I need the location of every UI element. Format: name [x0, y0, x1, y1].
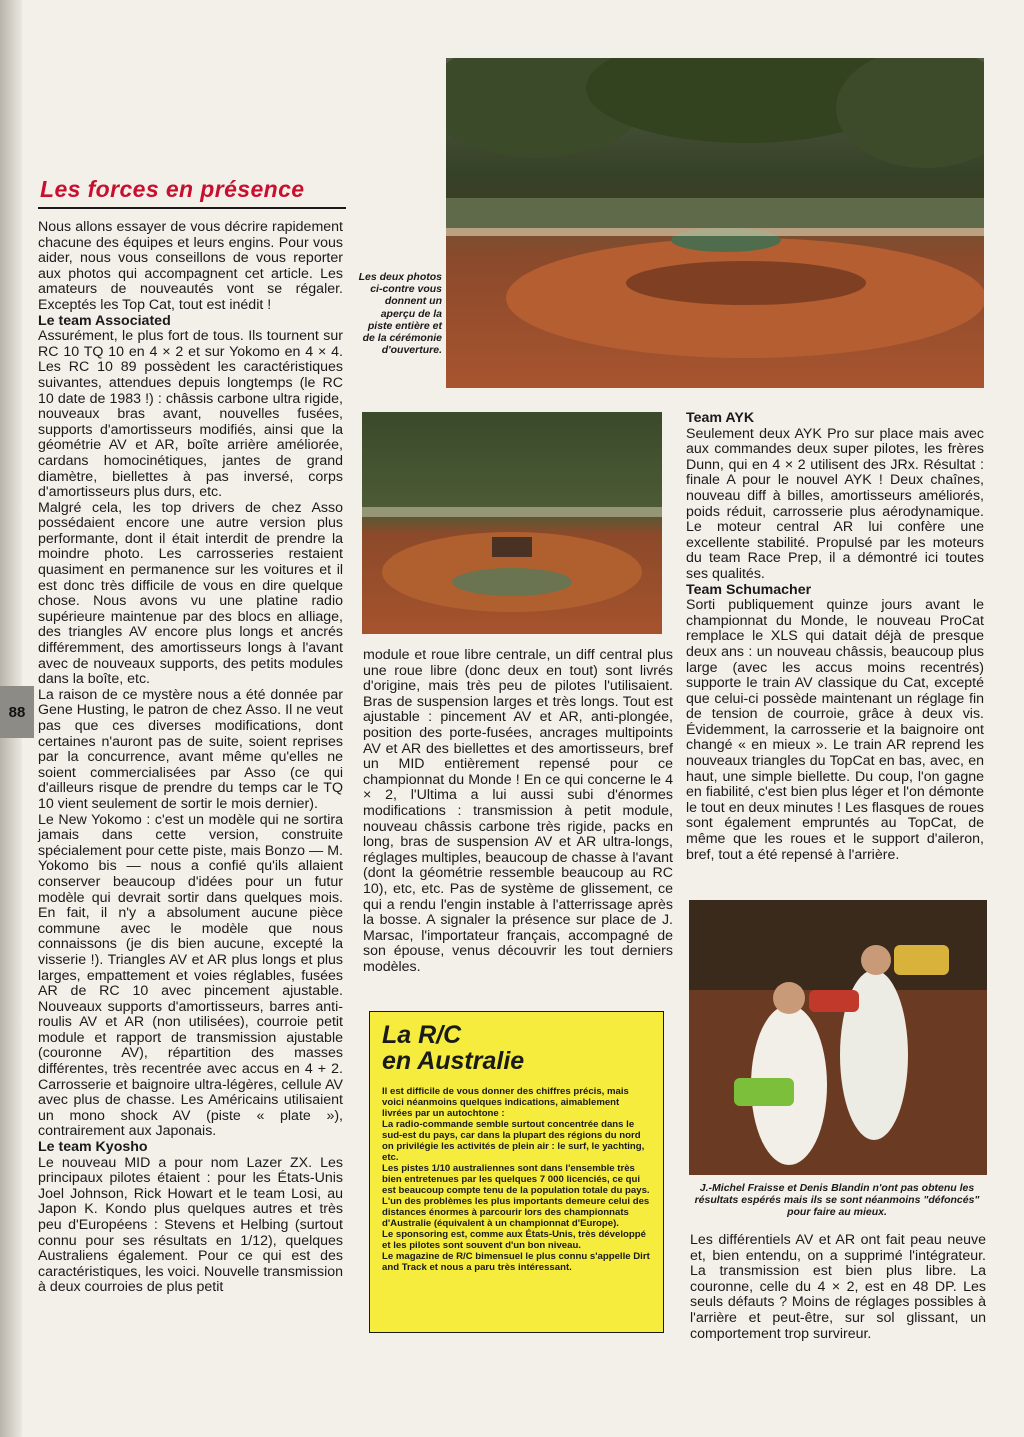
sidebar-title: [382, 1022, 651, 1074]
top-photos-caption: Les deux photos ci-contre vous donnent un aperçu de la piste entière et de la cérémonie d'ouverture.: [358, 271, 442, 357]
associated-paragraph-3: La raison de ce mystère nous a été donnée par Gene Husting, le patron de chez Asso. Il ne veut pas que ces diverses modifications, dont certaines n'auront pas de suite, soient reprises par la concurrence, avant même qu'elles ne soient commercialisées par Asso (ce qui d'ailleurs risque de prendre du temps car le TQ 10 vient seulement de sortir le mois dernier).: [38, 686, 343, 812]
sidebar-paragraph-2: La radio-commande semble surtout concentrée dans le sud-est du pays, car dans la plupart des régions du nord on privilégie les activités de plein air : le surf, le yachting, etc.: [382, 1119, 645, 1163]
kyosho-paragraph-2: module et roue libre centrale, un diff central plus une roue libre (donc deux en tout) sont livrés d'origine, mais très peu de pilotes l'utilisaient. Bras de suspension larges et très longs. Tout est ajustable : pincement AV et AR, anti-plongée, position des porte-fusées, ancrages multipoints AV et AR des biellettes et des amortisseurs, bref un MID entièrement repensé pour ce championnat du Monde ! En ce qui concerne le 4 × 2, l'Ultima a lui aussi subi d'énormes modifications : transmission à petit module, nouveau châssis carbone très rigide, packs en long, bras de suspension AV et AR ultra-longs, réglages multiples, beaucoup de chasse à l'avant (dont la géométrie ressemble beaucoup au RC 10), etc, etc. Pas de système de glissement, ce qui a rendu l'engin instable à l'atterrissage après la bosse. A signaler la présence sur place de J. Marsac, l'importateur français, accompagné de son épouse, venus découvrir les tout derniers modèles.: [363, 647, 673, 975]
sidebar-paragraph-6: Le magazine de R/C bimensuel le plus connu s'appelle Dirt and Track et nous a paru très intéressant.: [382, 1251, 650, 1273]
heading-associated: Le team Associated: [38, 312, 171, 329]
column-3: [686, 411, 984, 863]
heading-ayk: Team AYK: [686, 410, 755, 426]
sidebar-paragraph-5: Le sponsoring est, comme aux États-Unis, très développé et les pilotes sont souvent d'un bon niveau.: [382, 1229, 646, 1251]
sidebar-title-line-2: en Australie: [382, 1047, 525, 1075]
schumacher-paragraph: Sorti publiquement quinze jours avant le championnat du Monde, le nouveau ProCat remplace le XLS qui datait déjà de presque deux ans : un nouveau châssis, beaucoup plus large (avec les accus moins recentrés) supporte le train AV classique du Cat, excepté que celui-ci possède maintenant un réglage fin de tension de courroie, grâce à deux vis. Évidemment, la carrosserie et la baignoire ont changé « en mieux ». Le train AR reprend les nouveaux triangles du TopCat en bas, avec, en haut, une simple biellette. Du coup, l'on gagne en fiabilité, c'est bien plus léger et l'on démonte le tout en deux minutes ! Les flasques de roues sont également empruntés au TopCat, de même que les roues et le support d'aileron, bref, tout a été repensé à l'arrière.: [686, 597, 984, 863]
sidebar-paragraph-3: Les pistes 1/10 australiennes sont dans l'ensemble très bien entretenues par les quelques 7 000 licenciés, ce qui est beaucoup compte tenu de la population totale du pays.: [382, 1163, 650, 1196]
associated-paragraph-1: Assurément, le plus fort de tous. Ils tournent sur RC 10 TQ 10 en 4 × 2 et sur Yokomo en 4 × 4. Les RC 10 89 possèdent les caractéristiques suivantes, attendues depuis longtemps (le RC 10 date de 1983 !) : châssis carbone ultra rigide, nouveaux bras avant, nouvelles fusées, supports d'amortisseurs modifiés, ainsi que la géométrie AV et AR, boîte arrière améliorée, cardans homocinétiques, jantes de grand diamètre, biellettes à pas inversé, corps d'amortisseurs plus durs, etc.: [38, 328, 343, 501]
column-2: [363, 648, 673, 975]
australia-sidebar: [369, 1011, 664, 1333]
associated-paragraph-4: Le New Yokomo : c'est un modèle qui ne sortira jamais dans cette version, construite spécialement pour cette piste, mais Bonzo — M. Yokomo bis — nous a confié qu'ils allaient conserver beaucoup d'idées pour un futur modèle qui devrait sortir dans quelques mois. En fait, il n'y a absolument aucune pièce commune avec le modèle que nous connaissons (je dis bien aucune, excepté la visserie !). Triangles AV et AR plus longs et plus larges, empattement et voies réglables, fusées AR de RC 10 avec pincement ajustable. Nouveaux supports d'amortisseurs, barres anti-roulis AV et AR (non utilisées), courroie petit module et rapport de transmission ajustable (couronne AV), répartition des masses différentes, très recentrée avec accus en 4 + 2. Carrosserie et baignoire ultra-légères, cellule AV avec plus de chasse. Les Américains utilisaient un mono shock AV (piste « plate »), contrairement aux Japonais.: [38, 811, 343, 1140]
article-title: Les forces en présence: [40, 176, 305, 202]
intro-paragraph: Nous allons essayer de vous décrire rapidement chacune des équipes et leurs engins. Pour vous aider, nous vous conseillons de vous reporter aux photos qui accompagnent cet article. Les amateurs de nouveautés vont se régaler. Exceptés les Top Cat, tout est inédit !: [38, 219, 343, 313]
kyosho-paragraph-1: Le nouveau MID a pour nom Lazer ZX. Les principaux pilotes étaient : pour les États-Unis Joel Johnson, Rick Howart et le team Losi, au Japon K. Kondo plus quelques autres et très peu d'Européens : Stevens et Helbing (surtout connu pour ses résultats en 1/12), quelques Australiens également. Pour ce qui est des caractéristiques, les voici. Nouvelle transmission à deux courroies de plus petit: [38, 1154, 343, 1296]
track-overview-photo: [446, 58, 984, 388]
ayk-paragraph: Seulement deux AYK Pro sur place mais avec aux commandes deux super pilotes, les frères Dunn, qui en 4 × 2 utilisent des JRx. Résultat : finale A pour le nouvel AYK ! Deux chaînes, nouveau diff à billes, amortisseurs améliorés, poids réduit, carrosserie plus aérodynamique. Le moteur central AR lui confère une excellente stabilité. Propulsé par les moteurs du team Race Prep, il a démontré ici toutes ses qualités.: [686, 425, 984, 582]
associated-paragraph-2: Malgré cela, les top drivers de chez Asso possédaient encore une autre version plus performante, dont il était interdit de prendre la moindre photo. Les carrosseries restaient quasiment en permanence sur les voitures et il est donc très difficile de vous en dire quelque chose. Nous avons vu une platine radio supérieure maintenue par des blocs en alliage, des triangles AV encore plus longs et ancrés différemment, des amortisseurs longs à l'avant avec de nouveaux supports, des petits modules dans la boîte, etc.: [38, 499, 343, 688]
sidebar-paragraph-1: Il est difficile de vous donner des chiffres précis, mais voici néanmoins quelques indications, aimablement livrées par un autochtone :: [382, 1086, 629, 1119]
sidebar-paragraph-4: L'un des problèmes les plus importants demeure celui des distances énormes à parcourir lors des championnats d'Australie (équivalent à un championnat d'Europe).: [382, 1196, 650, 1229]
opening-ceremony-photo: [362, 412, 662, 634]
drivers-photo: [689, 900, 987, 1175]
title-rule: [38, 207, 346, 209]
sidebar-title-line-1: La R/C: [382, 1021, 462, 1049]
page-number: 88: [0, 686, 34, 738]
heading-kyosho: Le team Kyosho: [38, 1139, 148, 1156]
drivers-caption: J.-Michel Fraisse et Denis Blandin n'ont pas obtenu les résultats espérés mais ils se sont néanmoins "défoncés" pour faire au mieux.: [694, 1182, 980, 1219]
column-3-end: [690, 1233, 986, 1342]
heading-schumacher: Team Schumacher: [686, 581, 812, 598]
schumacher-end-paragraph: Les différentiels AV et AR ont fait peau neuve et, bien entendu, on a supprimé l'intégrateur. La transmission est bien plus libre. La couronne, celle du 4 × 2, est en 48 DP. Les seuls défauts ? Moins de réglages possibles à l'arrière et peut-être, sur sol glissant, un comportement trop survireur.: [690, 1232, 986, 1342]
column-1: [38, 220, 343, 1296]
